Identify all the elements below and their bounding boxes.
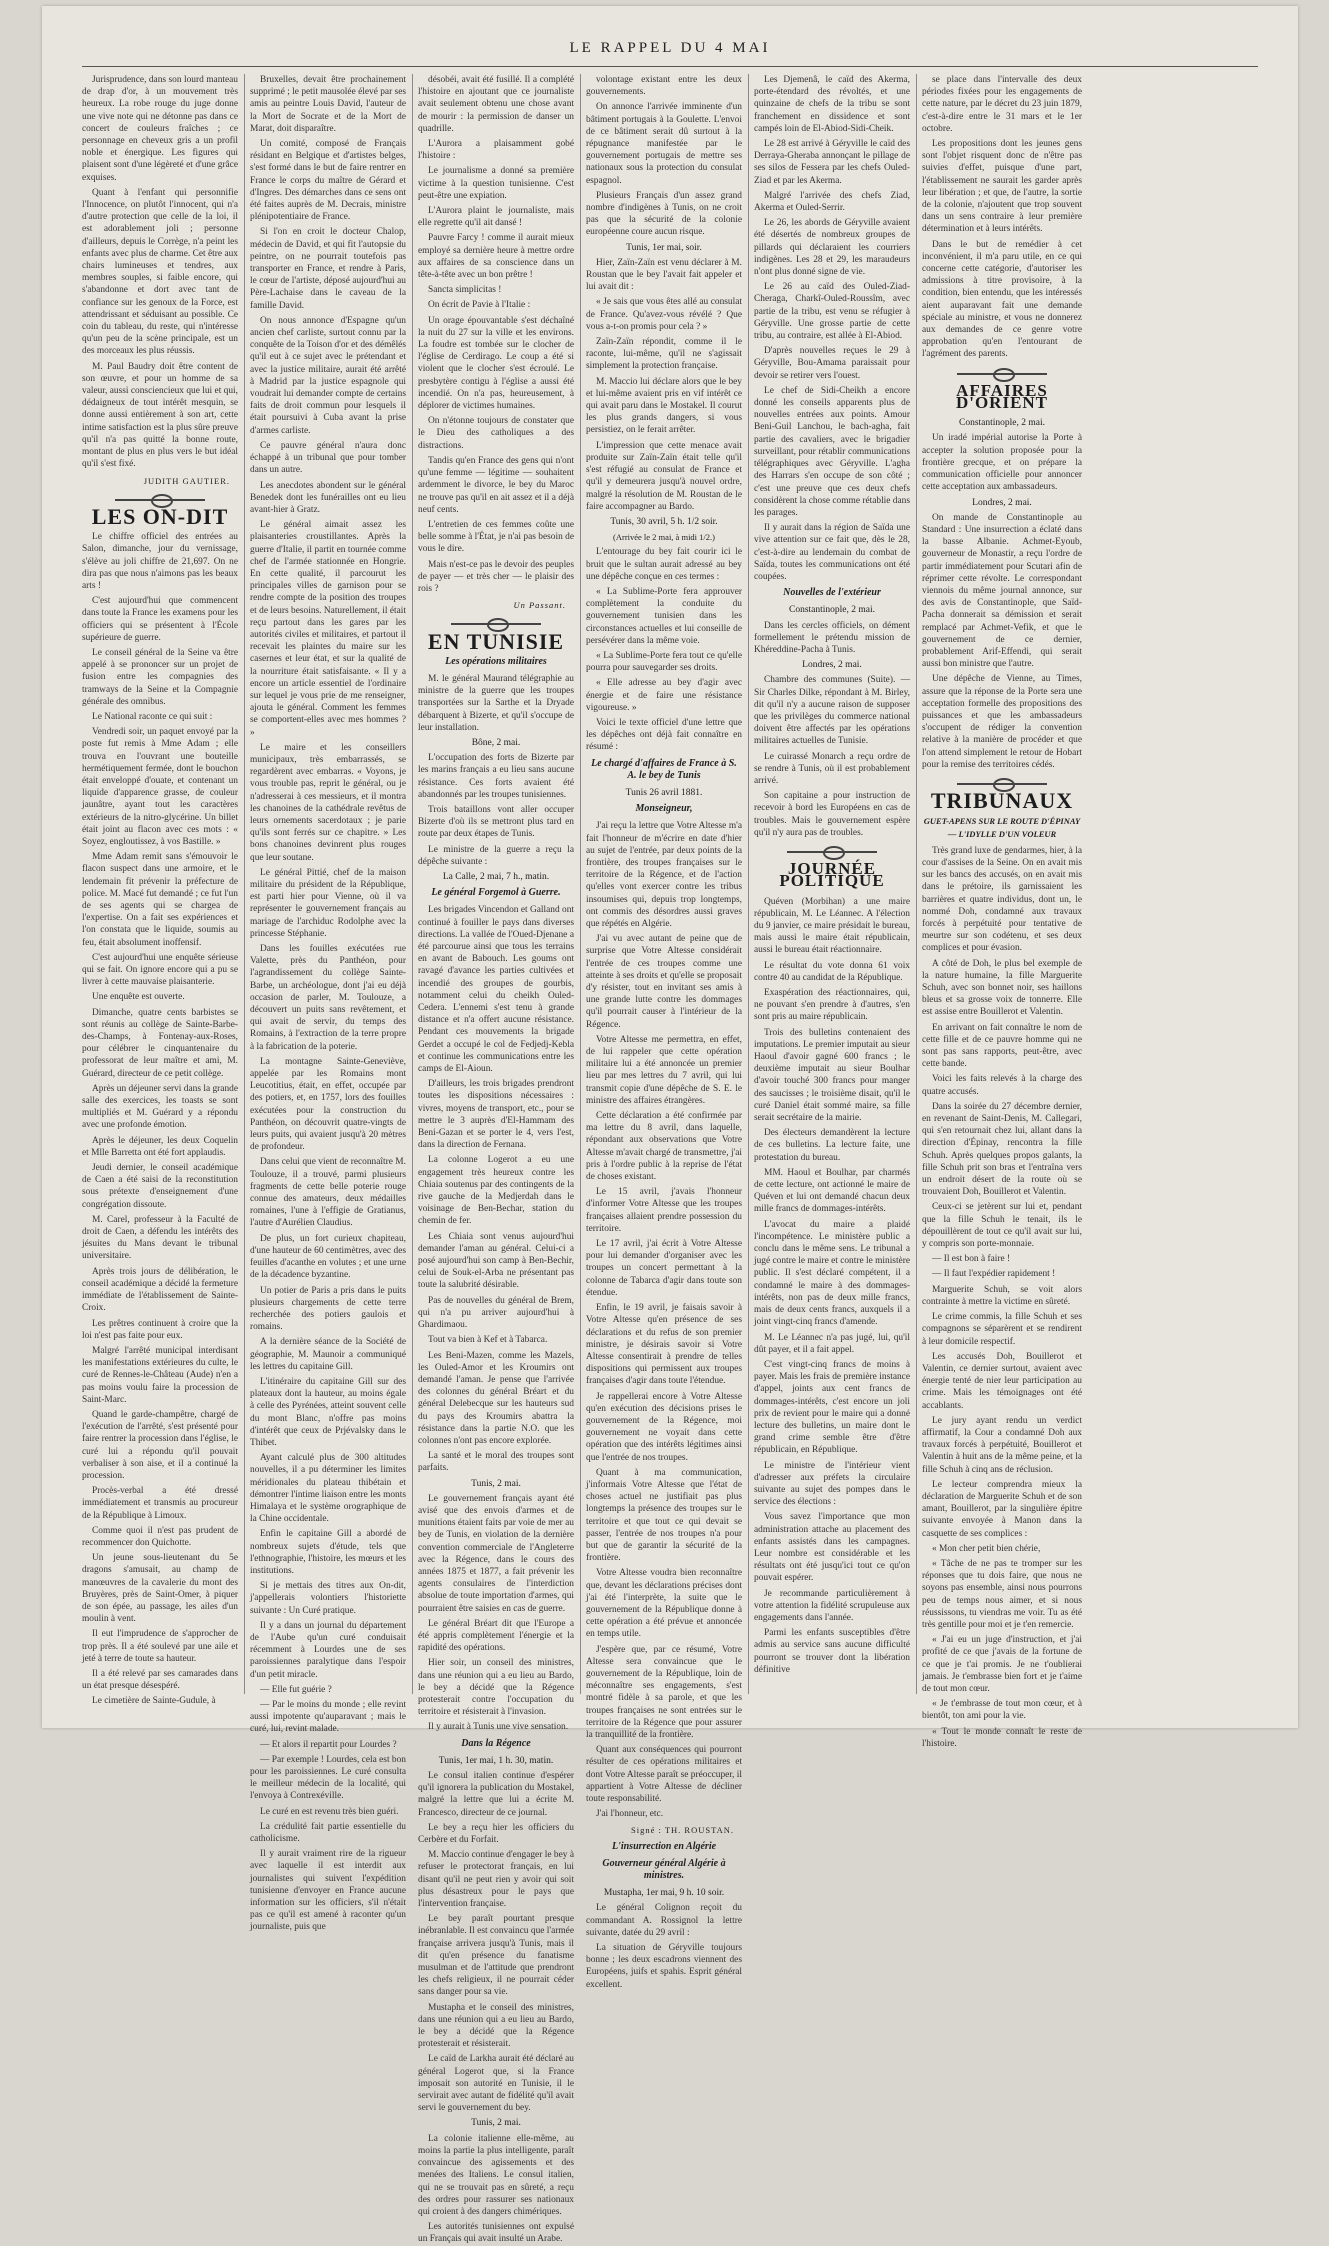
paragraph: Le général Colignon reçoit du commandant A. Rossignol la lettre suivante, datée du 29 avril : [586, 1903, 742, 1938]
paragraph: Dans le but de remédier à cet inconvénient, il m'a paru utile, en ce qui concerne cette catégorie, d'autoriser les admissions à titre provisoire, à la condition, bien entendu, que les intéressés aient auparavant fait une demande spéciale au ministre, et vous ne donnerez aux demandes de ce genre votre approbation qu'en l'entourant de l'agrément des parents. [922, 239, 1082, 360]
dateline: Londres, 2 mai. [802, 660, 862, 671]
paragraph: Trois des bulletins contenaient des imputations. Le premier imputait au sieur Haoul d'avoir gagné 600 francs ; le deuxième imputait au sieur Boulhar d'avoir touché 300 francs pour manger des saucisses ; le troisième disait, qu'il le curé Daniel était sommé maire, sa fille serait secrétaire de la mairie. [754, 1027, 910, 1124]
column-separator [244, 74, 245, 1694]
subheading: L'insurrection en Algérie [611, 1840, 717, 1852]
signature: Un Passant. [513, 600, 566, 611]
paragraph: Votre Altesse voudra bien reconnaître que, devant les déclarations précises dont j'ai été l'interprète, la suite que le gouvernement de la République donne à cette opération a été prévue et annoncée en temps utile. [586, 1568, 742, 1640]
paragraph: — Elle fut guérie ? [260, 1684, 332, 1695]
paragraph: Le chef de Sidi-Cheikh a encore donné les conseils apparents plus de nouvelles entrées aux points. Amour Beni-Guil Lanchou, le bach-agha, fait partie des cavaliers, avec le brigadier surveillant, pour rétablir communications télégraphiques avec Géryville. L'agha des Harrars s'en occupe de son côté ; c'est une preuve que ces deux chefs considèrent la chose comme rétablie dans les parages. [754, 385, 910, 518]
paragraph: On mande de Constantinople au Standard : Une insurrection a éclaté dans la basse Albanie. Achmet-Eyoub, gouverneur de Monastir, a reçu l'ordre de partir immédiatement pour Scutari afin de réprimer cette révolte. Le correspondant viennois du même journal annonce, sur des avis de Constantinople, que Saïd-Pacha donnerait sa démission et serait remplacé par Achmet-Vefik, et que le gouvernement de ce dernier, probablement Arif-Effendi, qui serait aussi bon ministre que l'autre. [922, 512, 1082, 670]
paragraph: De plus, un fort curieux chapiteau, d'une hauteur de 60 centimètres, avec des feuilles d'acanthe en volutes ; et une urne de la décadence byzantine. [250, 1233, 406, 1281]
paragraph: J'espère que, par ce résumé, Votre Altesse sera convaincue que le gouvernement de la République, loin de méconnaître ses engagements, s'est montré fidèle à sa parole, et que les troupes françaises ne sont entrées sur le territoire de la Régence que pour assurer la tranquillité de la frontière. [586, 1644, 742, 1740]
paragraph: On écrit de Pavie à l'Italie : [428, 300, 531, 311]
dateline: Tunis, 1er mai, 1 h. 30, matin. [438, 1755, 554, 1766]
section-heading-journee-politique: JOURNÉE POLITIQUE [779, 859, 885, 891]
newspaper-page [42, 6, 1298, 2245]
paragraph: Comme quoi il n'est pas prudent de recommencer don Quichotte. [82, 1525, 238, 1548]
paragraph: Un iradé impérial autorise la Porte à accepter la solution proposée pour la frontière grecque, et on prépare la communication officielle pour annoncer cette acceptation aux ambassadeurs. [922, 433, 1082, 493]
paragraph: Le National raconte ce qui suit : [92, 711, 213, 722]
signature: Signé : TH. ROUSTAN. [631, 1825, 734, 1836]
dateline: Tunis, 2 mai. [471, 1478, 521, 1489]
column-1 [82, 74, 238, 1707]
paragraph: — Il est bon à faire ! [932, 1254, 1011, 1265]
paragraph: Sancta simplicitas ! [428, 285, 502, 296]
paragraph: M. Maccio continue d'engager le bey à refuser le protectorat français, en lui disant qu'il ne peut rien y avoir qui soit plus désastreux pour le pays que l'intervention française. [418, 1850, 574, 1910]
paragraph: Le maire et les conseillers municipaux, très embarrassés, se regardèrent avec embarras. « Voyons, je vous trouble pas, reprit le général, ou je n'adresserai à ces messieurs, et il montra les chanoines de la cathédrale revêtus de leurs ornements sacerdotaux ; je parie qu'ils sont ferrés sur ce chapitre. » Les bons chanoines devinrent plus rouges que leur soutane. [250, 742, 406, 863]
paragraph: Il y aurait dans la région de Saïda une vive attention sur ce fait que, dès le 28, c'est-à-dire au lendemain du combat de Saïda, toutes les communications ont été coupées. [754, 523, 910, 582]
paragraph: Votre Altesse me permettra, en effet, de lui rappeler que cette opération militaire lui a été annoncée un premier lieu par mes lettres du 7 avril, qui lui transmit copie d'une dépêche de S. E. le ministre des affaires étrangères. [586, 1034, 742, 1106]
masthead-rule [82, 66, 1258, 67]
paragraph: Le cuirassé Monarch a reçu ordre de se rendre à Tunis, où il est probablement arrivé. [754, 751, 910, 786]
column-separator [748, 74, 749, 1694]
paragraph: Le chiffre officiel des entrées au Salon, dimanche, jour du vernissage, s'élève au joli chiffre de 21,697. On ne dira pas que nous n'aimons pas les beaux arts ! [82, 532, 238, 591]
paragraph: Dans celui que vient de reconnaître M. Toulouze, il a trouvé, parmi plusieurs fragments de cette belle poterie rouge connue des amateurs, deux médailles romaines, l'une à l'effigie de Gratianus, l'autre d'Aurélien Claudius. [250, 1157, 406, 1229]
paragraph: désobéi, avait été fusillé. Il a complété l'histoire en ajoutant que ce journaliste avait seulement obtenu une chose avant de mourir : la permission de danser un quadrille. [418, 75, 574, 134]
paragraph: Mustapha et le conseil des ministres, dans une réunion qui a eu lieu au Bardo, le bey a décidé que la Régence protesterait et résisterait. [418, 2002, 574, 2050]
paragraph: La montagne Sainte-Geneviève, appelée par les Romains mont Leucotitius, était, en effet, occupée par des potiers, et, en 1757, lors des fouilles exécutées pour la construction du Panthéon, on découvrit quatre-vingts de leurs puits, qui avaient jusqu'à 20 mètres de profondeur. [250, 1056, 406, 1153]
paragraph: La santé et le moral des troupes sont parfaits. [418, 1451, 574, 1474]
paragraph: Les Chiaia sont venus aujourd'hui demander l'aman au général. Celui-ci a posé aujourd'hui son camp à Ben-Bechir, celui de Souk-el-Arba ne présentant pas toute la salubrité désirable. [418, 1231, 574, 1291]
ornament [754, 845, 910, 857]
column-4 [586, 74, 742, 1990]
paragraph: C'est aujourd'hui une enquête sérieuse qui se fait. On ignore encore qui a pu se livrer à cette mauvaise plaisanterie. [82, 952, 238, 988]
paragraph: Le 17 avril, j'ai écrit à Votre Altesse pour lui demander d'organiser avec les troupes un concert permettant à la colonne de Tabarca d'agir dans toute son étendue. [586, 1239, 742, 1298]
paragraph: Quant aux conséquences qui pourront résulter de ces opérations militaires et dont Votre Altesse paraît se préoccuper, il appartient à Votre Altesse de décliner toute responsabilité. [586, 1745, 742, 1805]
paragraph: Très grand luxe de gendarmes, hier, à la cour d'assises de la Seine. On en avait mis sur les bancs des accusés, on en avait mis dans le prétoire, ils garnissaient les barrières et quatre individus, dont un, le nommé Doh, condamné aux travaux forcés à perpétuité pour tentative de meurtre sur son codétenu, et ses deux complices et pour évasion. [922, 845, 1082, 954]
paragraph: D'ailleurs, les trois brigades prendront toutes les dispositions nécessaires : vivres, moyens de transport, etc., pour se mettre le 3 auprès d'El-Hammam des Beni-Gazan et se porter le 4, vers l'est, dans la direction de Fernana. [418, 1079, 574, 1151]
section-heading-tribunaux: TRIBUNAUX [930, 788, 1074, 814]
paragraph: Procès-verbal a été dressé immédiatement et transmis au procureur de la République à Limoux. [82, 1486, 238, 1521]
paragraph: Il eut l'imprudence de s'approcher de trop près. Il a été soulevé par une aile et jeté à terre de toute sa hauteur. [82, 1629, 238, 1664]
paragraph: Bruxelles, devait être prochainement supprimé ; le petit mausolée élevé par ses amis au peintre Louis David, l'auteur de la Mort de Socrate et de la Mort de Marat, doit disparaître. [250, 75, 406, 134]
paragraph: Un comité, composé de Français résidant en Belgique et d'artistes belges, s'est formé dans le but de faire rentrer en France le corps du maître de Gérard et d'Ingres. Des démarches dans ce sens ont été faites auprès de M. Decrais, ministre plénipotentiaire de France. [250, 139, 406, 223]
paragraph: J'ai l'honneur, etc. [596, 1809, 664, 1820]
column-separator [412, 74, 413, 1694]
paragraph: Le 26, les abords de Géryville avaient été désertés de nombreux groupes de pillards qui déclaraient les courriers indigènes. Les 28 et 29, les maraudeurs n'ont plus donné signe de vie. [754, 218, 910, 278]
paragraph: L'occupation des forts de Bizerte par les marins français a eu lieu sans aucune résistance. Ces forts avaient été abandonnés par les troupes tunisiennes. [418, 753, 574, 800]
paragraph: La colonie italienne elle-même, au moins la partie la plus intelligente, paraît convaincue des agissements et des menées des Italiens. Le consul italien, qui ne se trouvait pas en sûreté, a reçu des ordres pour rassurer ses nationaux qui croient à des dangers chimériques. [418, 2133, 574, 2217]
subheading: Monseigneur, [635, 803, 693, 815]
paragraph: Le caïd de Larkha aurait été déclaré au général Logerot que, si la France imposait son autorité en Tunisie, il le servirait avec autant de fidélité qu'il avait servi le gouvernement du bey. [418, 2054, 574, 2114]
paragraph: Plusieurs Français d'un assez grand nombre d'indigènes à Tunis, on ne croit pas que la sécurité de la colonie européenne coure aucun risque. [586, 190, 742, 238]
paragraph: L'avocat du maire a plaidé l'incompétence. Le ministère public a conclu dans le même sens. Le tribunal a jugé contre le maire et contre le ministère public. Il s'est déclaré compétent, il a condamné le maire à des dommages-intérêts, non pas de deux mille francs, mais de deux cents francs, auxquels il a joint vingt-cinq francs d'amende. [754, 1219, 910, 1328]
column-2 [250, 74, 406, 1933]
paragraph: C'est vingt-cinq francs de moins à payer. Mais les frais de première instance d'appel, joints aux cent francs de dommages-intérêts, c'est encore un joli prix de revient pour le maire qui a donné lecture des bulletins, un maire dont le grand crime semble être d'être républicain, en République. [754, 1359, 910, 1456]
paragraph: « Je t'embrasse de tout mon cœur, et à bientôt, ton ami pour la vie. [922, 1699, 1082, 1722]
paragraph: Quand le garde-champêtre, chargé de l'exécution de l'arrêté, s'est présenté pour faire rentrer la procession dans l'église, le curé lui a répondu qu'il pouvait verbaliser à son aise, et il a continué la procession. [82, 1409, 238, 1481]
paragraph: Une enquête est ouverte. [92, 992, 185, 1003]
section-heading-on-dit: LES ON-DIT [91, 503, 229, 529]
dateline: Bône, 2 mai. [471, 737, 521, 748]
subheading: Les opérations militaires [445, 655, 547, 667]
paragraph: M. Maccio lui déclare alors que le bey et lui-même avaient pris en vif intérêt ce qui avait paru dans le Mostakel. Il courut les plus grands dangers, si vous persistiez, on le ferait arrêter. [586, 376, 742, 436]
paragraph: « J'ai eu un juge d'instruction, et j'ai profité de ce que j'avais de la fortune de ce que je t'ai promis. Je ne t'oublierai jamais. Je t'embrasse bien fort et je t'aime de tout mon cœur. [922, 1635, 1082, 1694]
paragraph: Le 15 avril, j'avais l'honneur d'informer Votre Altesse que les troupes françaises allaient prendre possession du territoire. [586, 1187, 742, 1234]
paragraph: Exaspération des réactionnaires, qui, ne pouvant s'en prendre à d'autres, s'en sont pris au maire républicain. [754, 988, 910, 1023]
paragraph: J'ai reçu la lettre que Votre Altesse m'a fait l'honneur de m'écrire en date d'hier au sujet de l'entrée, par deux points de la frontière, des troupes françaises sur le territoire de la Régence, et de l'action qu'elles vont exercer contre les tribus insoumises qui, depuis trop longtemps, ont commis des désordres aussi graves que répétés en Algérie. [586, 821, 742, 929]
paragraph: Chambre des communes (Suite). — Sir Charles Dilke, répondant à M. Birley, dit qu'il n'y a aucune raison de supposer que les privilèges du commerce national doivent être affectés par les opérations militaires actuelles de Tunisie. [754, 675, 910, 747]
paragraph: « La Sublime-Porte fera tout ce qu'elle pourra pour sauvegarder ses droits. [586, 650, 742, 674]
paragraph: Le 28 est arrivé à Géryville le caïd des Derraya-Gheraba annonçant le pillage de ses silos de Fessera par les chefs Ouled-Ziad et par les Akerma. [754, 139, 910, 186]
paragraph: Son capitaine a pour instruction de recevoir à bord les Européens en cas de troubles. Mais le gouvernement espère qu'il n'y aura pas de troubles. [754, 791, 910, 838]
paragraph: M. Carel, professeur à la Faculté de droit de Caen, a défendu les intérêts des jésuites du Mans devant le tribunal universitaire. [82, 1214, 238, 1262]
paragraph: Le journalisme a donné sa première victime à la question tunisienne. C'est peut-être une expiation. [418, 166, 574, 201]
paragraph: — Il faut l'expédier rapidement ! [932, 1269, 1056, 1280]
paragraph: Les anecdotes abondent sur le général Benedek dont les funérailles ont eu lieu avant-hier à Gratz. [250, 480, 406, 515]
paragraph: « Tout le monde connaît le reste de l'histoire. [922, 1726, 1082, 1749]
subheading: Nouvelles de l'extérieur [783, 587, 881, 599]
paragraph: Le consul italien continue d'espérer qu'il ignorera la publication du Mostakel, malgré la lettre que lui a écrite M. Francesco, directeur de ce journal. [418, 1771, 574, 1818]
paragraph: Le crime commis, la fille Schuh et ses compagnons se séparèrent et se rendirent à leur domicile respectif. [922, 1312, 1082, 1347]
ornament [922, 367, 1082, 379]
paragraph: Trois bataillons vont aller occuper Bizerte d'où ils se mettront plus tard en route par deux étapes de Tunis. [418, 804, 574, 840]
paragraph: Le général aimait assez les plaisanteries croustillantes. Après la guerre d'Italie, il partit en tournée comme chef de l'armée stationnée en Hongrie. En cette qualité, il parcourut les principales villes de garnison pour se rendre compte de la position des troupes et de leurs besoins. Naturellement, il était reçu partout dans les gares par les autorités civiles et militaires, et partout il recevait les plaintes du maire sur les casernes et leur état, et sur la qualité de la nourriture était satisfaisante. « Il y a encore un article essentiel de l'ordinaire sur lequel je vous prie de me renseigner, ajouta le général. Comment les femmes se comportent-elles avec mes hommes ? » [250, 520, 406, 738]
paragraph: Enfin le capitaine Gill a abordé de nombreux sujets d'étude, tels que l'ethnographie, l'histoire, les mœurs et les institutions. [250, 1529, 406, 1576]
paragraph: Jurisprudence, dans son lourd manteau de drap d'or, à un mouvement très heureux. La robe rouge du juge donne une vive note qui ne détonne pas dans ce concert de couleurs fraîches ; ce personnage en cheveux gris a un profil noble et énergique. Les figures qui plaisent sont d'une légèreté et d'une grâce exquises. [82, 75, 238, 183]
paragraph: M. le général Maurand télégraphie au ministre de la guerre que les troupes transportées sur la Sarthe et la Dryade débarquent à Bizerte, et qu'il s'occupe de leur installation. [418, 673, 574, 733]
paragraph: Le général Bréart dit que l'Europe a été appris complètement l'énergie et la rapidité des opérations. [418, 1618, 574, 1654]
paragraph: « Tâche de ne pas te tromper sur les réponses que tu dois faire, que nous ne soyons pas ensemble, ainsi nous pourrons peu de temps nous aimer, et si nous réussissons, tu viendras me voir. Tu as été très gentille pour moi et je t'en remercie. [922, 1558, 1082, 1630]
paragraph: L'Aurora plaint le journaliste, mais elle regrette qu'il ait dansé ! [418, 206, 574, 229]
masthead: LE RAPPEL DU 4 MAI [569, 40, 771, 56]
paragraph: Des électeurs demandèrent la lecture de ces bulletins. La lecture faite, une protestation du bureau. [754, 1128, 910, 1163]
paragraph: Quant à l'enfant qui personnifie l'Innocence, on plutôt l'innocent, qui n'a d'autre protection que celle de la loi, il est adorablement joli ; personne d'ailleurs, depuis le Corrège, n'a peint les enfants avec plus de charme. Cet être aux chairs lumineuses et tendres, aux membres souples, si faible encore, qui s'abandonne et dort avec tant de confiance sur les genoux de la Force, est attendrissant et séduisant au possible. Ce coin du tableau, du reste, qui n'intéresse qu'un peu de la scène principale, est un des morceaux les plus réussis. [82, 187, 238, 357]
paragraph: Le ministre de l'intérieur vient d'adresser aux préfets la circulaire suivante au sujet des pompes dans le service des élections : [754, 1460, 910, 1508]
paragraph: Quéven (Morbihan) a une maire républicain, M. Le Léannec. A l'élection du 9 janvier, ce maire présidait le bureau, mais aussi le maire était républicain, aussi le bureau était réactionnaire. [754, 896, 910, 956]
section-heading-en-tunisie: EN TUNISIE [427, 628, 565, 654]
paragraph: L'entretien de ces femmes coûte une belle somme à l'État, je n'ai pas besoin de vous le dire. [418, 519, 574, 555]
dateline: Tunis, 30 avril, 5 h. 1/2 soir. [610, 516, 718, 527]
paragraph: Ceux-ci se jetèrent sur lui et, pendant que la fille Schuh le tenait, ils le dépouillèrent de tout ce qu'il avait sur lui, y compris son porte-monnaie. [922, 1202, 1082, 1250]
paragraph: Après le déjeuner, les deux Coquelin et Mlle Barretta ont été fort applaudis. [82, 1135, 238, 1158]
paragraph: Le 26 au caïd des Ouled-Ziad-Cheraga, Charkî-Ouled-Roussîm, avec partie de la tribu, est venu se réfugier à Géryville. Une grosse partie de cette tribu, au contraire, est allée à El-Abiod. [754, 282, 910, 342]
paragraph: Le bey paraît pourtant presque inébranlable. Il est convaincu que l'armée française arrivera jusqu'à Tunis, mais il dit qu'en présence du fanatisme musulman et de l'attitude que prendront les chefs religieux, il ne pourrait céder sans danger pour sa vie. [418, 1914, 574, 1998]
paragraph: Il y a dans un journal du département de l'Aube qu'un curé conduisait récemment à Lourdes une de ses paroissiennes paralytique dans l'espoir d'un petit miracle. [250, 1620, 406, 1680]
paragraph: Ayant calculé plus de 300 altitudes nouvelles, il a pu déterminer les limites méridionales du plateau thibétain et démontrer l'intime liaison entre les monts Himalaya et le système orographique de la Chine occidentale. [250, 1453, 406, 1525]
paragraph: Les Djemenâ, le caïd des Akerma, porte-étendard des révoltés, et une quinzaine de chefs de la tribu se sont franchement en dissidence et sont campés loin de El-Abiod-Sidi-Cheik. [754, 75, 910, 134]
paragraph: Dans les cercles officiels, on dément formellement le prétendu mission de Khéreddine-Pacha à Tunis. [754, 620, 910, 655]
dateline: Tunis, 1er mai, soir. [626, 242, 702, 253]
dateline: Londres, 2 mai. [972, 497, 1032, 508]
paragraph: Vous savez l'importance que mon administration attache au placement des enfants assistés dans les campagnes. Leur nombre est considérable et les résultats ont été jusqu'ici tout ce qu'on pouvait espérer. [754, 1512, 910, 1584]
paragraph: Le cimetière de Sainte-Gudule, à [92, 1696, 216, 1707]
paragraph: volontage existant entre les deux gouvernements. [586, 75, 742, 98]
column-5 [754, 74, 910, 1694]
paragraph: Le jury ayant rendu un verdict affirmatif, la Cour a condamné Doh aux travaux forcés à perpétuité, Bouillerot et Valentin à huit ans de la même peine, et la fille Schuh à cinq ans de réclusion. [922, 1415, 1082, 1475]
paragraph: Marguerite Schuh, se voit alors contrainte à mettre la victime en sûreté. [922, 1284, 1082, 1307]
dateline: Constantinople, 2 mai. [788, 605, 876, 616]
paragraph: Pas de nouvelles du général de Brem, qui n'a pu arriver aujourd'hui à Ghardimaou. [418, 1295, 574, 1331]
dateline: Tunis 26 avril 1881. [625, 787, 703, 798]
paragraph: Les propositions dont les jeunes gens sont l'objet risquent donc de n'être pas suivies d'effet, puisque d'une part, l'établissement ne saurait les garder après leur libération ; et que, de l'autre, la sortie de la colonie, n'ajoutent que trop souvent dans un sens contraire à leur première détermination et à leurs intérêts. [922, 139, 1082, 235]
paragraph: Un potier de Paris a pris dans le puits plusieurs chargements de cette terre recherchée des potiers gaulois et romains. [250, 1285, 406, 1333]
paragraph: Hier soir, un conseil des ministres, dans une réunion qui a eu lieu au Bardo, le bey a décidé que la Régence protesterait contre l'occupation du territoire et résisterait à l'invasion. [418, 1658, 574, 1718]
paragraph: Le résultat du vote donna 61 voix contre 40 au candidat de la République. [754, 960, 910, 983]
paragraph: Après un déjeuner servi dans la grande salle des exercices, les toasts se sont multipliés et M. Guérard y a répondu avec une profonde émotion. [82, 1083, 238, 1131]
paragraph: Le lecteur comprendra mieux la déclaration de Marguerite Schuh et de son amant, Bouillerot, par la singulière épitre suivante envoyée à Manon dans la casquette de ses complices : [922, 1479, 1082, 1539]
paragraph: Si l'on en croit le docteur Chalop, médecin de David, et qui fit l'autopsie du peintre, on ne pourrait toutefois pas transporter en France, et rendre à Paris, le cœur de l'artiste, déposé aujourd'hui au Père-Lachaise dans le caveau de la famille David. [250, 227, 406, 311]
subheading: Le général Forgemol à Guerre. [431, 887, 561, 899]
paragraph: Le conseil général de la Seine va être appelé à se prononcer sur un projet de fusion entre les compagnies des tramways de la Seine et la Compagnie générale des omnibus. [82, 647, 238, 707]
dateline: (Arrivée le 2 mai, à midi 1/2.) [613, 532, 715, 543]
paragraph: Le gouvernement français ayant été avisé que des envois d'armes et de munitions étaient faits par voie de mer au bey de Tunis, en violation de la dernière convention commerciale de l'Angleterre avec la Régence, dans le cours des années 1875 et 1877, a fait prévenir les agents consulaires de l'interdiction absolue de toute importation d'armes, qui pourraient être saisies en cas de guerre. [418, 1493, 574, 1614]
paragraph: Enfin, le 19 avril, je faisais savoir à Votre Altesse qu'en présence de ses déclarations et du refus de son premier ministre, je désirais savoir si Votre Altesse consentirait à prendre de telles dispositions qui permissent aux troupes françaises d'agir dans toute l'étendue. [586, 1303, 742, 1387]
paragraph: Je recommande particulièrement à votre attention la fidélité scrupuleuse aux engagements dans l'année. [754, 1588, 910, 1623]
paragraph: Mme Adam remit sans s'émouvoir le flacon suspect dans une armoire, et le lendemain fit prévenir la préfecture de police. M. Macé fut demandé ; ce fut l'un de ses agents qui se chargea de l'expertise. On a fait ses expériences et l'on constata que le liquide, soumis au feu, était absolument inoffensif. [82, 852, 238, 948]
paragraph: Tandis qu'en France des gens qui n'ont qu'une femme — légitime — souhaitent ardemment le divorce, le bey du Maroc ne trouve pas qu'il en ait assez et il a déjà neuf cents. [418, 455, 574, 515]
paragraph: « Mon cher petit bien chérie, [932, 1543, 1041, 1554]
paragraph: Dans les fouilles exécutées rue Valette, près du Panthéon, pour l'agrandissement du collège Sainte-Barbe, un archéologue, dont j'ai eu déjà occasion de parler, M. Toulouze, a découvert un puits sans revêtement, et qui avait de servir, du temps des Romains, à l'extraction de la terre propre à la fabrication de la poterie. [250, 944, 406, 1052]
paragraph: Le général Pittié, chef de la maison militaire du président de la République, est parti hier pour Vienne, où il va représenter le gouvernement français au mariage de l'archiduc Rodolphe avec la princesse Stéphanie. [250, 867, 406, 939]
dateline: Mustapha, 1er mai, 9 h. 10 soir. [603, 1888, 725, 1899]
paragraph: D'après nouvelles reçues le 29 à Géryville, Bou-Amama paraissait pour devoir se retirer vers l'ouest. [754, 346, 910, 381]
paragraph: On nous annonce d'Espagne qu'un ancien chef carliste, surtout connu par la conquête de la Toison d'or et des démêlés qu'il eut à ce sujet avec le prétendant et avec la justice militaire, aurait été arrêté à Madrid par la justice espagnole qui voudrait lui demander compte de certains faits de droit commun pour lesquels il était poursuivi à Cuba avant la prise d'armes carliste. [250, 315, 406, 436]
paragraph: L'itinéraire du capitaine Gill sur des plateaux dont la hauteur, au moins égale à celle des Pyrénées, atteint souvent celle du mont Blanc, n'offre pas moins d'intérêt que ceux de Prjévalsky dans le Thibet. [250, 1376, 406, 1448]
dateline: Constantinople, 2 mai. [958, 418, 1046, 429]
paragraph: Ce pauvre général n'aura donc échappé à un tribunal que pour tomber dans un autre. [250, 440, 406, 476]
paragraph: On annonce l'arrivée imminente d'un bâtiment portugais à la Goulette. L'envoi de ce bâtiment serait dû surtout à la répugnance manifestée par le gouvernement portugais de mettre ses nationaux sous la protection du consulat espagnol. [586, 102, 742, 186]
paragraph: Zaïn-Zaïn répondit, comme il le raconte, lui-même, qu'il ne s'agissait simplement la protection française. [586, 337, 742, 372]
paragraph: — Par exemple ! Lourdes, cela est bon pour les paroissiennes. Le curé consulta le meilleur médecin de la localité, qui l'envoya à Contrexéville. [250, 1754, 406, 1802]
signature: JUDITH GAUTIER. [143, 475, 230, 486]
column-6 [922, 74, 1082, 1749]
paragraph: La situation de Géryville toujours bonne ; les deux escadrons viennent des Européens, juifs et spahis. Esprit général excellent. [586, 1943, 742, 1990]
paragraph: A la dernière séance de la Société de géographie, M. Maunoir a communiqué les lettres du capitaine Gill. [250, 1337, 406, 1372]
paragraph: — Par le moins du monde ; elle revint aussi impotente qu'auparavant ; mais le curé, lui, revint malade. [250, 1700, 406, 1735]
paragraph: Voici les faits relevés à la charge des quatre accusés. [922, 1074, 1082, 1097]
paragraph: L'Aurora a plaisamment gobé l'histoire : [418, 139, 574, 162]
paragraph: Vendredi soir, un paquet envoyé par la poste fut remis à Mme Adam ; elle trouva en l'ouvrant une bouteille hermétiquement fermée, dont le bouchon était enveloppé d'ouate, et contenant un liquide d'apparence grasse, de couleur jaunâtre, ayant tout les caractères extérieurs de la nitro-glycérine. Un billet était joint au flacon avec ces mots : « Soyez, engloutissez, à vos Bastille. » [82, 727, 238, 847]
subheading: Le chargé d'affaires de France à S. A. le bey de Tunis [591, 757, 737, 781]
paragraph: Dimanche, quatre cents barbistes se sont réunis au collège de Sainte-Barbe-des-Champs, à Fontenay-aux-Roses, pour célébrer le cinquantenaire du professorat de leur maître et ami, M. Guérard, directeur de ce petit collège. [82, 1007, 238, 1079]
paragraph: Mais n'est-ce pas le devoir des peuples de payer — et très cher — le plaisir des rois ? [418, 559, 574, 594]
paragraph: A côté de Doh, le plus bel exemple de la nature humaine, la fille Marguerite Schuh, avec son bonnet noir, ses haillons bleus et sa grosse voix de tonnerre. Elle est assise entre Bouillerot et Valentin. [922, 958, 1082, 1018]
paragraph: Voici le texte officiel d'une lettre que les dépêches ont déjà fait connaître en résumé : [586, 717, 742, 753]
column-separator [916, 74, 917, 1694]
paragraph: Le curé en est revenu très bien guéri. [260, 1806, 399, 1817]
paragraph: Les brigades Vincendon et Galland ont continué à fouiller le pays dans diverses directions. La vallée de l'Oued-Djenane a été parcourue ainsi que tous les terrains en avant de Babouch. Les goums ont ravagé d'avance les parties cultivées et incendié des groupes de gourbis, notamment celui du cheikh Ouled-Cedera. L'ennemi s'est tenu à grande distance et n'a offert aucune résistance. Pendant ces mouvements la brigade Gerdet a occupé le col de Fedjedj-Kebla et continue les communications entre les camps de El-Aioun. [418, 905, 574, 1075]
paragraph: Le bey a reçu hier les officiers du Cerbère et du Forfait. [418, 1822, 574, 1846]
paragraph: Les Beni-Mazen, comme les Mazels, les Ouled-Amor et les Kroumirs ont demandé l'aman. Je pense que l'arrivée des colonnes du général Bréart et du général Delebecque sur les hauteurs sud du pays des Kroumirs abattra la résistance dans la partie N.O. que les colonnes n'ont pas encore explorée. [418, 1350, 574, 1446]
paragraph: Pauvre Farcy ! comme il aurait mieux employé sa dernière heure à mettre ordre aux affaires de sa conscience dans un tête-à-tête avec un bon prêtre ! [418, 233, 574, 281]
paragraph: Les autorités tunisiennes ont expulsé un Français qui avait insulté un Arabe. [418, 2222, 574, 2245]
paragraph: « La Sublime-Porte fera approuver complètement la conduite du gouvernement tunisien dans les circonstances actuelles et lui conseille de persévérer dans la même voie. [586, 586, 742, 646]
ornament [418, 617, 574, 629]
paragraph: C'est aujourd'hui que commencent dans toute la France les examens pour les officiers qui se présentent à l'École supérieure de guerre. [82, 596, 238, 643]
paragraph: La colonne Logerot a eu une engagement très heureux contre les Chiaia soutenus par des contingents de la rive gauche de la Medjerdah dans le voisinage de Ben-Bechar, station du chemin de fer. [418, 1155, 574, 1227]
paragraph: Le ministre de la guerre a reçu la dépêche suivante : [418, 844, 574, 867]
subheading: GUET-APENS SUR LE ROUTE D'ÉPINAY — L'IDYLLE D'UN VOLEUR [923, 816, 1081, 839]
subheading: Gouverneur général Algérie à ministres. [602, 1857, 726, 1882]
subheading: Dans la Régence [461, 1737, 531, 1749]
paragraph: « Elle adresse au bey d'agir avec énergie et de faire une résistance vigoureuse. » [586, 678, 742, 713]
paragraph: J'ai vu avec autant de peine que de surprise que Votre Altesse considérait l'entrée de ces troupes comme une atteinte à ses droits et qu'elle se proposait d'y résister, tout en invitant ses amis à une grande lutte contre les dommages qu'il pourrait causer à l'intérieur de la Régence. [586, 934, 742, 1030]
column-separator [580, 74, 581, 1694]
paragraph: MM. Haoul et Boulhar, par charmés de cette lecture, ont actionné le maire de Quéven et lui ont demandé chacun deux mille francs de dommages-intérêts. [754, 1167, 910, 1215]
paragraph: L'entourage du bey fait courir ici le bruit que le sultan aurait adressé au bey une dépêche conçue en ces termes : [586, 547, 742, 582]
paragraph: Jeudi dernier, le conseil académique de Caen a été saisi de la reconstitution sous prétexte d'enseignement d'une congrégation dissoute. [82, 1163, 238, 1210]
paragraph: Dans la soirée du 27 décembre dernier, en revenant de Saint-Denis, M. Callegari, qui s'en retournait chez lui, allant dans la direction d'Épinay, rencontra la fille Schuh. Après quelques propos galants, la fille Schuh prit son bras et l'entraîna vers un endroit désert de la route où se trouvaient Doh, Bouillerot et Valentin. [922, 1101, 1082, 1198]
dateline: Tunis, 2 mai. [471, 2118, 521, 2129]
paragraph: Hier, Zaïn-Zaïn est venu déclarer à M. Roustan que le bey l'avait fait appeler et lui avait dit : [586, 257, 742, 293]
paragraph: Quant à ma communication, j'informais Votre Altesse que l'état de choses actuel ne justifiait pas plus longtemps la présence des troupes sur le territoire et que tout ce qui devait se passer, l'entrée de nos troupes n'a pour but que de garantir la sécurité de la frontière. [586, 1467, 742, 1564]
paragraph: M. Paul Baudry doit être content de son œuvre, et pour un homme de sa valeur, aussi consciencieux que lui et qui, dédaigneux de tout intérêt mesquin, se donne aussi entièrement à son art, cette intime satisfaction est la plus sûre preuve qu'il n'a pas quitté la bonne route, montant de plus en plus vers le but idéal qu'il s'est fixé. [82, 361, 238, 470]
paragraph: Les prêtres continuent à croire que la loi n'est pas faite pour eux. [82, 1318, 238, 1341]
paragraph: Si je mettais des titres aux On-dit, j'appellerais volontiers l'historiette suivante : Un Curé pratique. [250, 1581, 406, 1616]
paragraph: Un orage épouvantable s'est déchaîné la nuit du 27 sur la ville et les environs. La foudre est tombée sur le clocher de l'église de Cerdirago. Le coup a été si violent que le clocher s'est écroulé. Le presbytère contigu à l'église a aussi été incendié. On n'a pas, heureusement, à déplorer de victimes humaines. [418, 315, 574, 412]
paragraph: Une dépêche de Vienne, au Times, assure que la réponse de la Porte sera une acceptation formelle des propositions des puissances et que les ambassadeurs s'occupent de rédiger la convention relative à la manière de procéder et que l'on attend simplement le retour de Hobart pour la remise des territoires cédés. [922, 674, 1082, 770]
paragraph: se place dans l'intervalle des deux périodes fixées pour les engagements de cette nature, par le décret du 23 juin 1879, c'est-à-dire entre le 31 mars et le 1er octobre. [922, 75, 1082, 134]
paragraph: Parmi les enfants susceptibles d'être admis au service sans aucune difficulté pourront se trouver dont la libération définitive [754, 1628, 910, 1675]
paragraph: Il y aurait à Tunis une vive sensation. [428, 1722, 569, 1733]
paragraph: Malgré l'arrivée des chefs Ziad, Akerma et Ouled-Serrir. [754, 190, 910, 214]
paragraph: On n'étonne toujours de constater que le Dieu des catholiques a des distractions. [418, 416, 574, 451]
paragraph: Un jeune sous-lieutenant du 5e dragons s'amusait, au champ de manœuvres de la cavalerie du mont des Bruyères, près de Saint-Omer, à piquer de son épée, au passage, les ailes d'un moulin à vent. [82, 1553, 238, 1625]
dateline: La Calle, 2 mai, 7 h., matin. [442, 871, 550, 882]
paragraph: L'impression que cette menace avait produite sur Zaïn-Zaïn était telle qu'il s'est réfugié au consulat de France et qu'il y demeurera jusqu'à nouvel ordre, malgré la résolution de M. Roustan de le faire accompagner au Bardo. [586, 440, 742, 512]
paragraph: Tout va bien à Kef et à Tabarca. [428, 1335, 548, 1346]
paragraph: La crédulité fait partie essentielle du catholicisme. [250, 1821, 406, 1845]
paragraph: Cette déclaration a été confirmée par ma lettre du 8 avril, dans laquelle, répondant aux observations que Votre Altesse m'avait chargé de transmettre, j'ai pris à l'ordre public à la reprise de l'état de choses existant. [586, 1111, 742, 1183]
paragraph: Malgré l'arrêté municipal interdisant les manifestations extérieures du culte, le curé de Rennes-le-Château (Aude) n'en a pas moins voulu faire la procession de Saint-Marc. [82, 1345, 238, 1405]
paragraph: Je rappellerai encore à Votre Altesse qu'en exécution des décisions prises le gouvernement de la Régence, moi gouvernement ne voyait dans cette opération que des intérêts légitimes ainsi que l'entrée de nos troupes. [586, 1391, 742, 1463]
column-3 [418, 74, 574, 2245]
paragraph: — Et alors il repartit pour Lourdes ? [260, 1739, 397, 1750]
paragraph: En arrivant on fait connaître le nom de cette fille et de ce pauvre homme qui ne sont pas sans rapports, peut-être, avec cette bande. [922, 1022, 1082, 1070]
paragraph: Il y aurait vraiment rire de la rigueur avec laquelle il est interdit aux journalistes qui suivent l'expédition tunisienne d'envoyer en France aucune information sur les officiers, s'il n'était pas ce qu'il est amené à raconter qu'un journaliste, puis que [250, 1849, 406, 1933]
paragraph: Après trois jours de délibération, le conseil académique a décidé la fermeture immédiate de l'établissement de Sainte-Croix. [82, 1266, 238, 1314]
paragraph: Il a été relevé par ses camarades dans un état presque désespéré. [82, 1668, 238, 1692]
section-heading-affaires-orient: AFFAIRES D'ORIENT [955, 380, 1049, 413]
paragraph: « Je sais que vous êtes allé au consulat de France. Qu'avez-vous révélé ? Que vous a-t-on promis pour cela ? » [586, 297, 742, 332]
paragraph: Les accusés Doh, Bouillerot et Valentin, ce dernier surtout, avaient avec énergie tenté de nier leur participation au crime. Mais les témoignages ont été accablants. [922, 1351, 1082, 1411]
paragraph: M. Le Léannec n'a pas jugé, lui, qu'il dût payer, et il a fait appel. [754, 1332, 910, 1355]
